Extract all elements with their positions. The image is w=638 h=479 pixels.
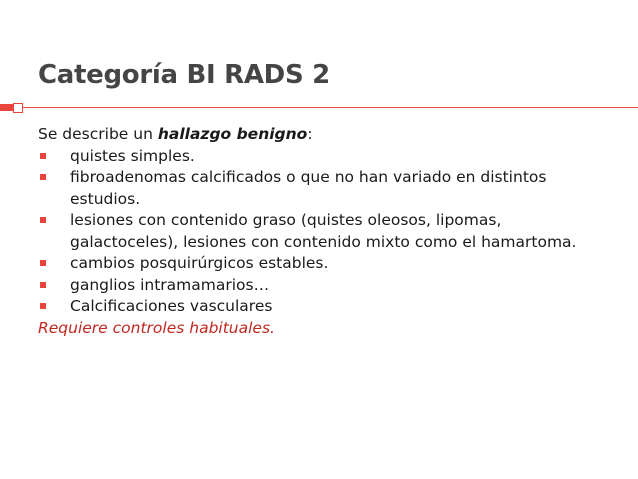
intro-suffix: : (307, 125, 313, 143)
list-item (38, 296, 598, 318)
bullet-square-icon (40, 282, 46, 288)
list-item-text: cambios posquirúrgicos estables. (70, 254, 329, 272)
intro-emphasis: hallazgo benigno (157, 125, 308, 143)
title-accent-square (13, 103, 23, 113)
bullet-square-icon (40, 260, 46, 266)
bullet-square-icon (40, 217, 46, 223)
footnote: Requiere controles habituales. (38, 318, 275, 337)
bullet-square-icon (40, 174, 46, 180)
list-item (38, 167, 598, 210)
list-item-text: quistes simples. (70, 146, 195, 165)
bullet-square-icon (40, 303, 46, 309)
list-item (38, 253, 598, 275)
list-item (38, 210, 598, 253)
intro-prefix: Se describe un (38, 125, 158, 143)
findings-list (38, 146, 598, 318)
list-item-text: Calcificaciones vasculares (70, 297, 273, 315)
intro-line (38, 124, 598, 146)
title-accent-bar (0, 104, 14, 111)
list-item (38, 275, 598, 297)
slide-body (38, 124, 598, 339)
slide-title: Categoría BI RADS 2 (38, 60, 330, 90)
bullet-square-icon (40, 153, 46, 159)
list-item-text: fibroadenomas calcificados o que no han variado en distintos estudios. (70, 168, 547, 208)
list-item-text: lesiones con contenido graso (quistes oleosos, lipomas, galactoceles), lesiones con contenido mixto como el hamartoma. (70, 211, 577, 251)
list-item (38, 146, 598, 168)
list-item-text: ganglios intramamarios… (70, 275, 270, 294)
title-divider-line (22, 107, 638, 108)
